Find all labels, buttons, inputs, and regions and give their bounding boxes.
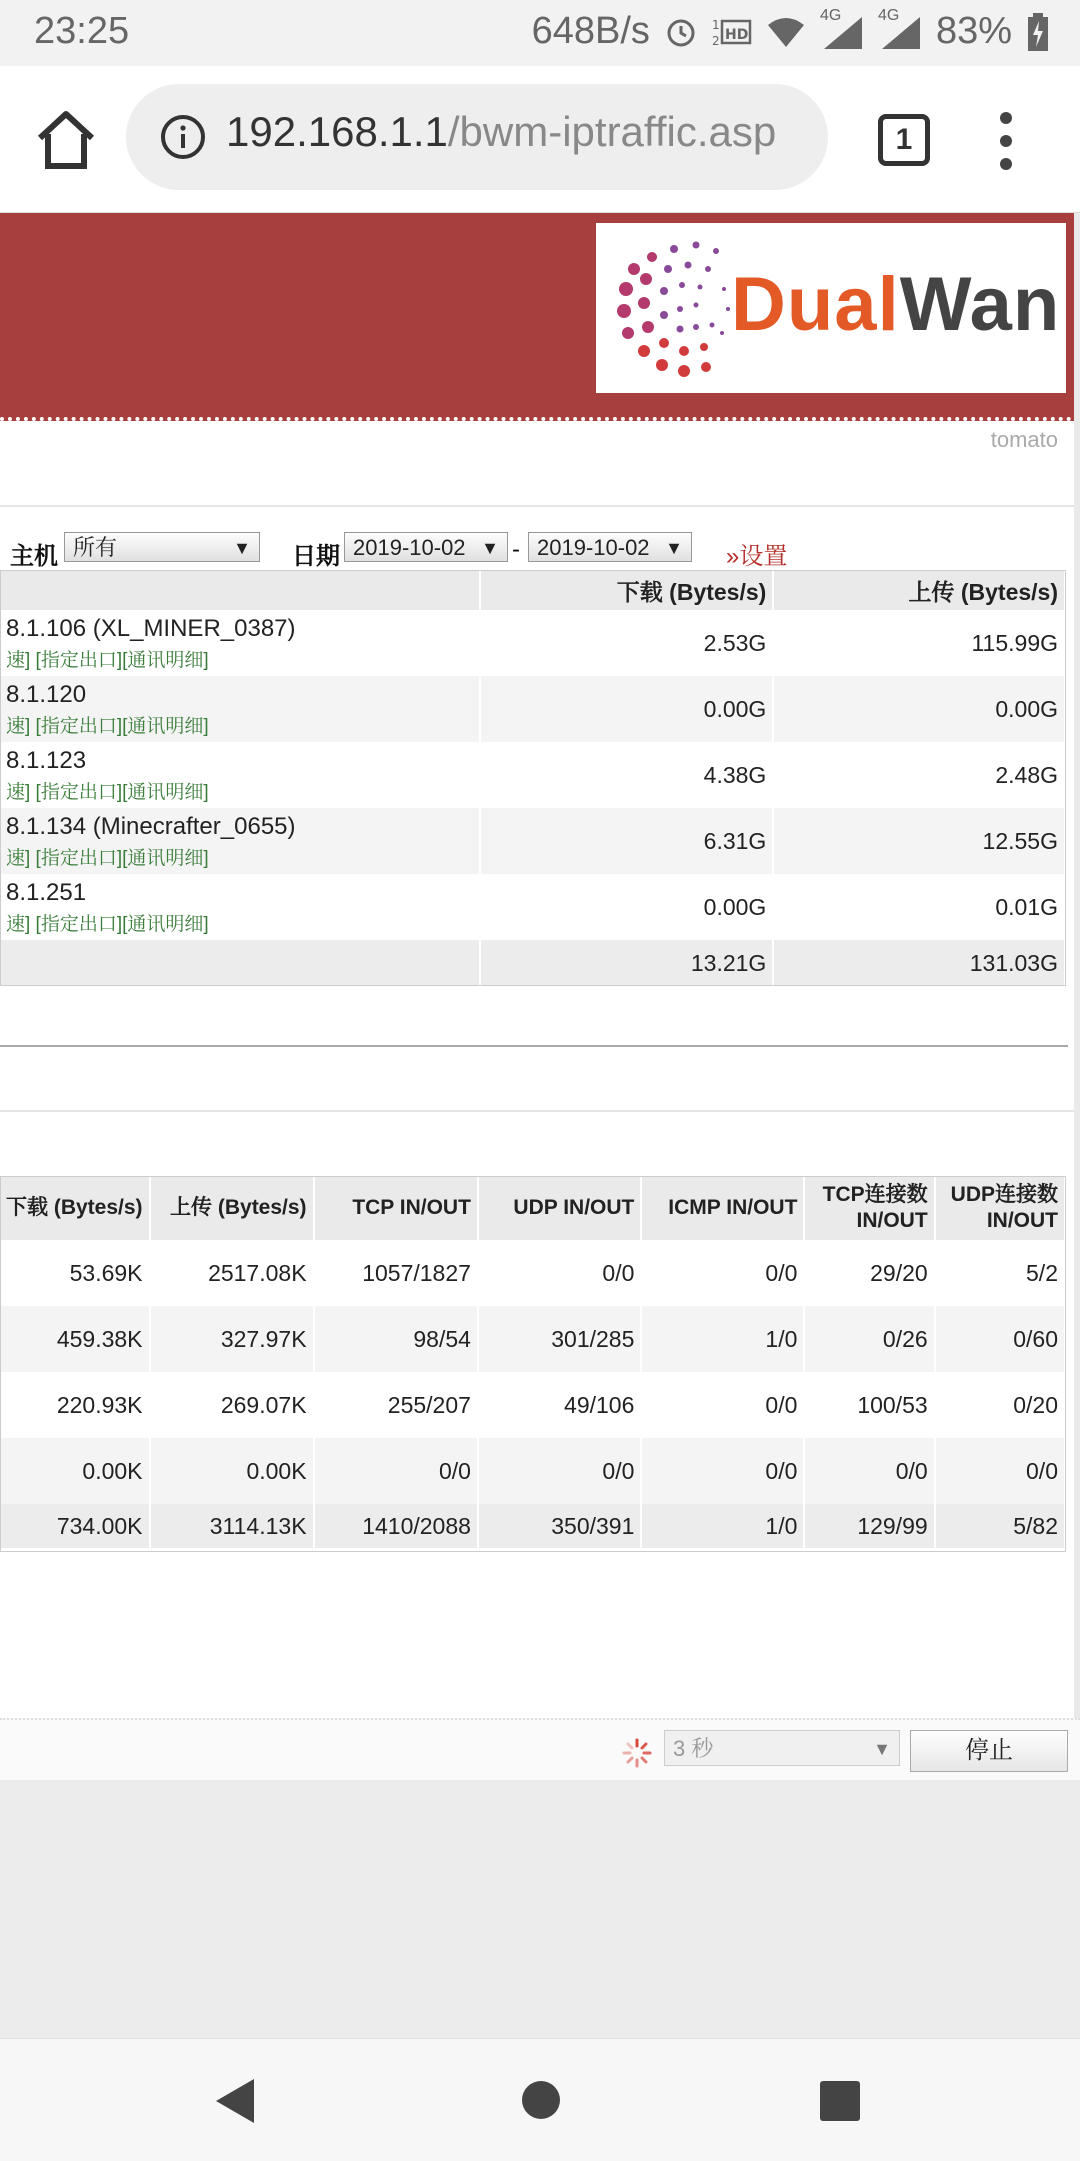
table-header-row: [0, 570, 1065, 610]
table-total-row: [0, 1504, 1065, 1548]
table-cell: 1/0: [641, 1306, 804, 1372]
total-cell: 1410/2088: [314, 1504, 478, 1548]
total-cell: 1/0: [641, 1504, 804, 1548]
date-to-select[interactable]: [528, 532, 692, 562]
table-row: [0, 742, 1065, 808]
firmware-label: tomato: [990, 427, 1058, 452]
upload-value: 12.55G: [773, 808, 1065, 874]
url-host: 192.168.1.1: [226, 108, 448, 155]
total-cell: 3114.13K: [150, 1504, 314, 1548]
table-cell: 459.38K: [0, 1306, 150, 1372]
recents-icon[interactable]: [820, 2081, 860, 2121]
host-name[interactable]: 8.1.134 (Minecrafter_0655): [6, 812, 296, 840]
total-cell: 129/99: [804, 1504, 934, 1548]
hd-icon: [712, 15, 752, 49]
refresh-control-bar: [0, 1718, 1080, 1782]
refresh-interval-value: 3 秒: [673, 1736, 714, 1761]
table-row: [0, 610, 1065, 676]
table-cell: 0/20: [935, 1372, 1065, 1438]
column-header[interactable]: 下载 (Bytes/s): [480, 570, 774, 610]
settings-link[interactable]: »设置: [726, 543, 788, 570]
dualwan-logo: [596, 223, 1066, 393]
upload-value: 0.00G: [773, 676, 1065, 742]
host-action-links[interactable]: 速] [指定出口][通讯明细]: [6, 649, 209, 671]
scroll-edge: [1074, 213, 1080, 1780]
browser-toolbar: [0, 66, 1080, 215]
signal-icon: [819, 6, 864, 51]
info-icon[interactable]: [160, 114, 206, 160]
svg-text:2: 2: [711, 33, 720, 48]
divider: [0, 1110, 1074, 1112]
date-label: 日期: [292, 543, 340, 570]
dropdown-arrow-icon: ▼: [481, 538, 499, 558]
table-cell: 269.07K: [150, 1372, 314, 1438]
host-name[interactable]: 8.1.106 (XL_MINER_0387): [6, 614, 296, 642]
table-cell: 53.69K: [0, 1240, 150, 1306]
alarm-icon: [664, 15, 698, 49]
dropdown-arrow-icon: ▼: [233, 538, 251, 558]
status-bar: [0, 0, 1080, 66]
filter-row: [0, 530, 1080, 570]
status-icons: [531, 6, 1050, 53]
table-cell: 0/0: [641, 1240, 804, 1306]
navigation-bar: [0, 2038, 1080, 2161]
table-cell: 1057/1827: [314, 1240, 478, 1306]
table-cell: 255/207: [314, 1372, 478, 1438]
host-name[interactable]: 8.1.251: [6, 878, 87, 906]
column-header[interactable]: UDP连接数 IN/OUT: [935, 1176, 1065, 1240]
date-from-select[interactable]: [344, 532, 508, 562]
total-cell: 5/82: [935, 1504, 1065, 1548]
table-cell: 0/0: [935, 1438, 1065, 1504]
table-cell: 98/54: [314, 1306, 478, 1372]
address-bar[interactable]: [126, 84, 828, 190]
download-value: 0.00G: [480, 874, 774, 940]
table-row: [0, 1306, 1065, 1372]
host-action-links[interactable]: 速] [指定出口][通讯明细]: [6, 847, 209, 869]
realtime-traffic-table: [0, 1176, 1066, 1548]
host-select[interactable]: [64, 532, 260, 562]
tab-switcher-button[interactable]: 1: [878, 114, 930, 166]
upload-value: 0.01G: [773, 874, 1065, 940]
column-header[interactable]: TCP IN/OUT: [314, 1176, 478, 1240]
table-cell: 301/285: [478, 1306, 641, 1372]
signal-label: 4G: [819, 6, 842, 24]
table-header-row: [0, 1176, 1065, 1240]
table-cell: 0/0: [804, 1438, 934, 1504]
download-value: 4.38G: [480, 742, 774, 808]
date-separator: -: [512, 536, 520, 563]
table-row: [0, 1438, 1065, 1504]
host-action-links[interactable]: 速] [指定出口][通讯明细]: [6, 781, 209, 803]
table-cell: 49/106: [478, 1372, 641, 1438]
total-download: 13.21G: [480, 940, 774, 986]
wifi-icon: [766, 15, 806, 49]
refresh-interval-select[interactable]: [664, 1730, 900, 1766]
net-speed: 648B/s: [531, 10, 650, 52]
column-header[interactable]: TCP连接数 IN/OUT: [804, 1176, 934, 1240]
loading-spinner-icon: [622, 1738, 652, 1768]
date-from-value: 2019-10-02: [353, 535, 466, 560]
host-name[interactable]: 8.1.120: [6, 680, 87, 708]
home-icon[interactable]: [32, 106, 100, 174]
status-time: 23:25: [34, 10, 130, 52]
table-cell: 29/20: [804, 1240, 934, 1306]
total-cell: 734.00K: [0, 1504, 150, 1548]
table-cell: 0/0: [641, 1438, 804, 1504]
stop-button[interactable]: 停止: [910, 1730, 1068, 1772]
table-cell: 2517.08K: [150, 1240, 314, 1306]
host-label: 主机: [10, 543, 58, 570]
column-header[interactable]: 上传 (Bytes/s): [150, 1176, 314, 1240]
host-action-links[interactable]: 速] [指定出口][通讯明细]: [6, 715, 209, 737]
total-upload: 131.03G: [773, 940, 1065, 986]
download-value: 2.53G: [480, 610, 774, 676]
column-header[interactable]: ICMP IN/OUT: [641, 1176, 804, 1240]
table-row: [0, 1372, 1065, 1438]
table-row: [0, 808, 1065, 874]
table-cell: 327.97K: [150, 1306, 314, 1372]
url-text[interactable]: [226, 108, 776, 156]
table-cell: 0/0: [314, 1438, 478, 1504]
column-header[interactable]: 下载 (Bytes/s): [0, 1176, 150, 1240]
battery-percent: 83%: [935, 10, 1012, 52]
table-cell: 0/0: [478, 1240, 641, 1306]
table-cell: 5/2: [935, 1240, 1065, 1306]
back-icon[interactable]: [216, 2079, 254, 2123]
traffic-history-table: [0, 570, 1066, 986]
url-path: /bwm-iptraffic.asp: [447, 108, 777, 155]
header-banner: [0, 213, 1080, 421]
table-cell: 0.00K: [0, 1438, 150, 1504]
home-nav-icon[interactable]: [522, 2081, 560, 2119]
table-row: [0, 676, 1065, 742]
battery-charging-icon: [1026, 13, 1050, 51]
table-cell: 0/60: [935, 1306, 1065, 1372]
download-value: 6.31G: [480, 808, 774, 874]
overflow-menu-icon[interactable]: [994, 112, 1018, 172]
table-cell: 0/0: [478, 1438, 641, 1504]
upload-value: 115.99G: [773, 610, 1065, 676]
table-cell: 0.00K: [150, 1438, 314, 1504]
total-cell: 350/391: [478, 1504, 641, 1548]
dropdown-arrow-icon: ▼: [873, 1739, 891, 1759]
host-action-links[interactable]: 速] [指定出口][通讯明细]: [6, 913, 209, 935]
host-select-value: 所有: [73, 535, 118, 560]
svg-text:HD: HD: [724, 26, 749, 43]
table-cell: 220.93K: [0, 1372, 150, 1438]
logo-text: DualWan: [731, 262, 1061, 347]
column-header[interactable]: UDP IN/OUT: [478, 1176, 641, 1240]
signal-icon: [877, 6, 922, 51]
upload-value: 2.48G: [773, 742, 1065, 808]
page-bottom-area: [0, 1780, 1080, 2038]
column-header[interactable]: 上传 (Bytes/s): [773, 570, 1065, 610]
column-header: [0, 570, 480, 610]
svg-text:1: 1: [711, 17, 720, 32]
table-row: [0, 1240, 1065, 1306]
signal-label: 4G: [877, 6, 900, 24]
download-value: 0.00G: [480, 676, 774, 742]
table-cell: 0/26: [804, 1306, 934, 1372]
divider: [0, 1045, 1068, 1047]
table-total-row: [0, 940, 1065, 986]
table-cell: 0/0: [641, 1372, 804, 1438]
divider: [0, 505, 1074, 507]
host-name[interactable]: 8.1.123: [6, 746, 87, 774]
table-cell: 100/53: [804, 1372, 934, 1438]
date-to-value: 2019-10-02: [537, 535, 650, 560]
dropdown-arrow-icon: ▼: [665, 538, 683, 558]
table-row: [0, 874, 1065, 940]
